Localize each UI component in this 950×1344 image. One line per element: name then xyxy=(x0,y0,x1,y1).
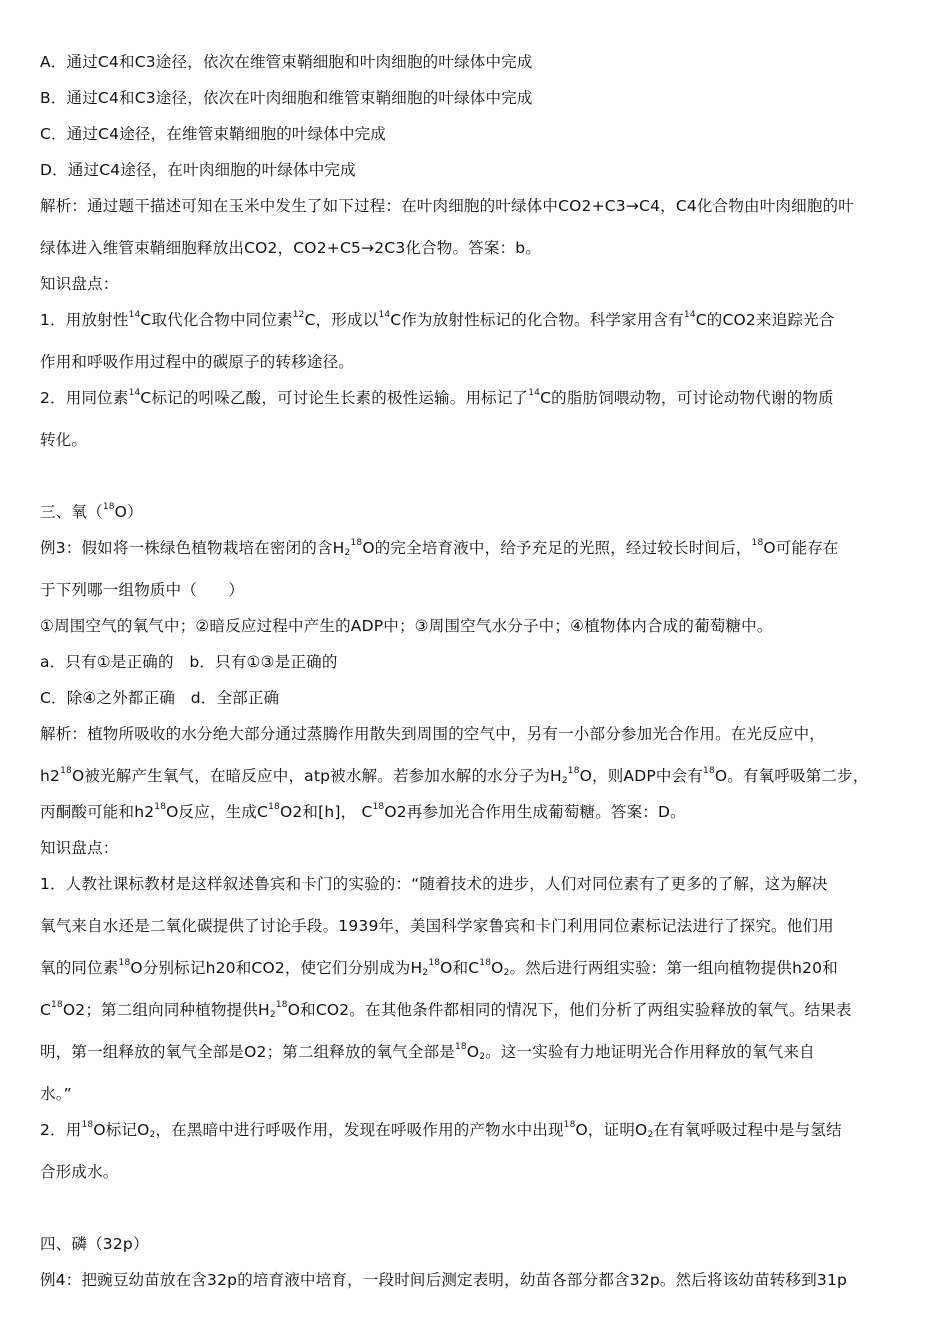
section-phosphorus-heading: 四、磷（32p） xyxy=(40,1235,149,1253)
example3-knowledge-1-line-1: 1．人教社课标教材是这样叙述鲁宾和卡门的实验的：“随着技术的进步，人们对同位素有了更多的了解，这为解决 xyxy=(40,875,828,893)
example3-knowledge-1-line-5: 明，第一组释放的氧气全部是O2；第二组释放的氧气全部是$^{18}$O2。这一实验有力地证明光合作用释放的氧气来自 xyxy=(40,1042,815,1062)
knowledge-item-1-line-1: 1．用放射性$^{14}$C取代化合物中同位素$^{12}$C，形成以$^{14}$C作为放射性标记的化合物。科学家用含有$^{14}$C的CO2来追踪光合 xyxy=(40,310,835,329)
option-b: B．通过C4和C3途径，依次在叶肉细胞和维管束鞘细胞的叶绿体中完成 xyxy=(40,89,533,107)
example3-analysis-line-2: $h2^{18}O$被光解产生氧气，在暗反应中，atp被水解。若参加水解的水分子为$H2^{18}O$，则ADP中会有$^{18}$O。有氧呼吸第二步， xyxy=(40,766,869,786)
example3-knowledge-2-line-2: 合形成水。 xyxy=(40,1163,119,1181)
example3-question-line-1: 例3：假如将一株绿色植物栽培在密闭的含$H2^{18}O$的完全培育液中，给予充足的光照，经过较长时间后，$^{18}$O可能存在 xyxy=(40,538,839,558)
example3-options-cd: C．除④之外都正确 d．全部正确 xyxy=(40,689,280,707)
option-a: A．通过C4和C3途径，依次在维管束鞘细胞和叶肉细胞的叶绿体中完成 xyxy=(40,53,533,71)
analysis-line-2: 绿体进入维管束鞘细胞释放出CO2，CO2+C5→2C3化合物。答案：b。 xyxy=(40,239,542,257)
example3-question-line-2: 于下列哪一组物质中（ ） xyxy=(40,581,245,599)
example4-question-line-1: 例4：把豌豆幼苗放在含32p的培育液中培育，一段时间后测定表明，幼苗各部分都含32p。然后将该幼苗转移到31p xyxy=(40,1271,848,1289)
example3-options-ab: a．只有①是正确的 b．只有①③是正确的 xyxy=(40,653,338,671)
example3-statements: ①周围空气的氧气中；②暗反应过程中产生的ADP中；③周围空气水分子中；④植物体内合成的葡萄糖中。 xyxy=(40,617,773,635)
example3-knowledge-1-line-3: 氧的同位素$^{18}$O分别标记h20和CO2，使它们分别成为$H2^{18}O$和$C^{18}O2$。然后进行两组实验：第一组向植物提供h20和 xyxy=(40,958,838,978)
example3-knowledge-heading: 知识盘点： xyxy=(40,839,119,857)
example3-knowledge-2-line-1: 2．用$^{18}$O标记O2，在黑暗中进行呼吸作用，发现在呼吸作用的产物水中出现$^{18}$O，证明O2在有氧呼吸过程中是与氢结 xyxy=(40,1120,842,1140)
example3-knowledge-1-line-4: $C^{18}O2$；第二组向同种植物提供$H2^{18}O$和CO2。在其他条件都相同的情况下，他们分析了两组实验释放的氧气。结果表 xyxy=(40,1000,852,1020)
analysis-line-1: 解析：通过题干描述可知在玉米中发生了如下过程：在叶肉细胞的叶绿体中CO2+C3→C4，C4化合物由叶肉细胞的叶 xyxy=(40,197,854,215)
example3-analysis-line-1: 解析：植物所吸收的水分绝大部分通过蒸腾作用散失到周围的空气中，另有一小部分参加光合作用。在光反应中， xyxy=(40,725,826,743)
example3-knowledge-1-line-6: 水。” xyxy=(40,1085,72,1103)
knowledge-item-2-line-2: 转化。 xyxy=(40,431,88,449)
knowledge-heading: 知识盘点： xyxy=(40,275,119,293)
section-oxygen-heading: 三、氧（$^{18}$O） xyxy=(40,502,143,521)
example3-knowledge-1-line-2: 氧气来自水还是二氧化碳提供了讨论手段。1939年，美国科学家鲁宾和卡门利用同位素标记法进行了探究。他们用 xyxy=(40,917,834,935)
example3-analysis-line-3: 丙酮酸可能和$h2^{18}O$反应，生成$C^{18}O2$和[h]， $C^{18}O2$再参加光合作用生成葡萄糖。答案：D。 xyxy=(40,802,686,821)
option-c: C．通过C4途径，在维管束鞘细胞的叶绿体中完成 xyxy=(40,125,387,143)
knowledge-item-1-line-2: 作用和呼吸作用过程中的碳原子的转移途径。 xyxy=(40,353,355,371)
knowledge-item-2-line-1: 2．用同位素$^{14}$C标记的吲哚乙酸，可讨论生长素的极性运输。用标记了$^{14}$C的脂肪饲喂动物，可讨论动物代谢的物质 xyxy=(40,388,834,407)
option-d: D．通过C4途径，在叶肉细胞的叶绿体中完成 xyxy=(40,161,356,179)
